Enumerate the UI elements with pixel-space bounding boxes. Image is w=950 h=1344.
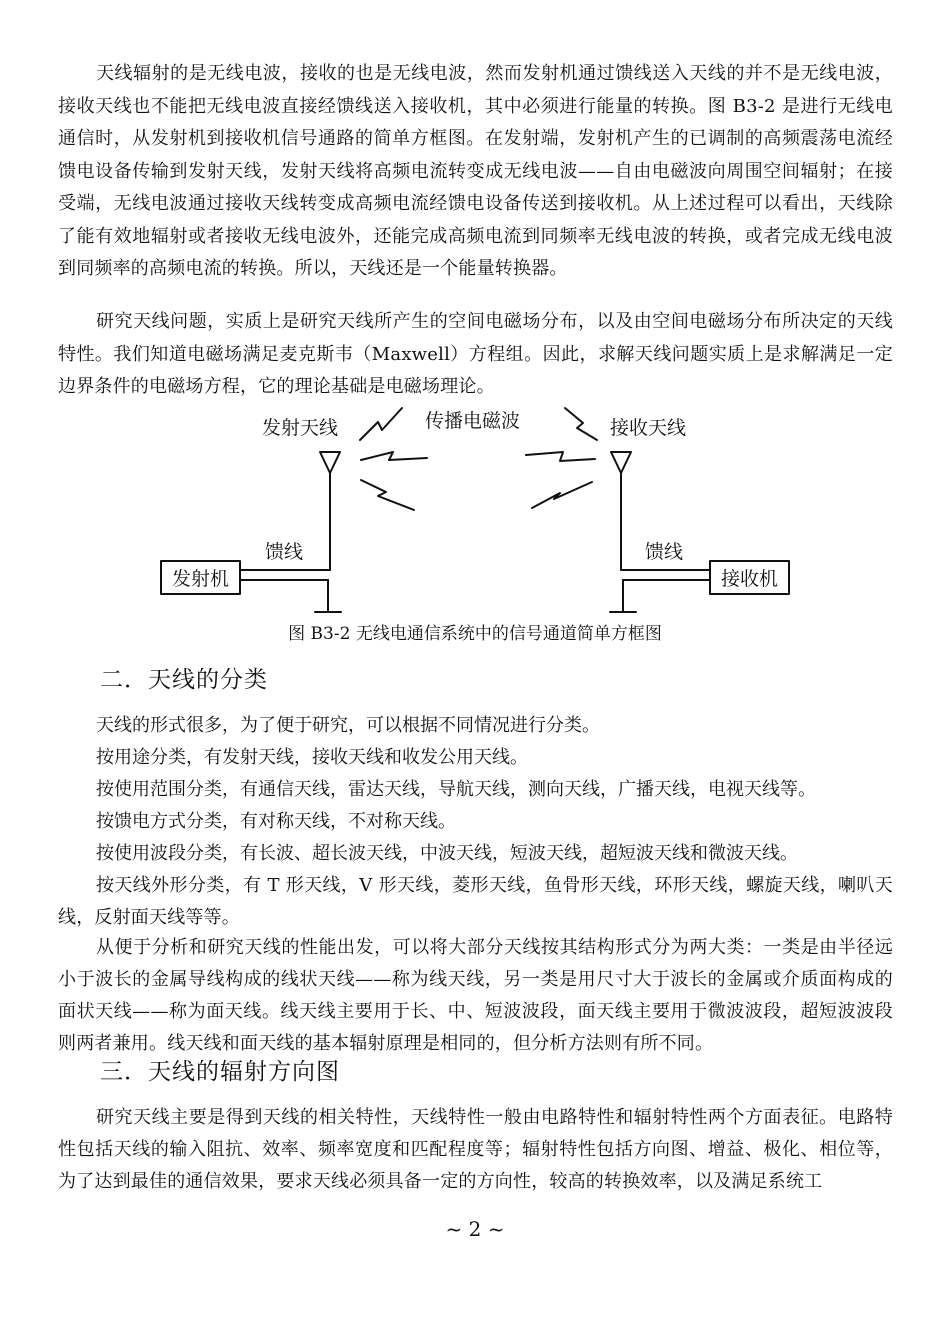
classification-by-scope: 按使用范围分类，有通信天线，雷达天线，导航天线，测向天线，广播天线，电视天线等。 bbox=[96, 779, 816, 800]
classification-by-feed: 按馈电方式分类，有对称天线，不对称天线。 bbox=[96, 811, 456, 832]
wave-zigzag-icon bbox=[526, 452, 595, 461]
wave-zigzag-icon bbox=[360, 408, 402, 440]
classification-by-shape: 按天线外形分类，有 T 形天线，V 形天线，菱形天线，鱼骨形天线，环形天线，螺旋天线，喇叭天线，反射面天线等等。 bbox=[58, 875, 893, 928]
classification-by-use: 按用途分类，有发射天线，接收天线和收发公用天线。 bbox=[96, 747, 528, 768]
figure-caption: 图 B3-2 无线电通信系统中的信号通道简单方框图 bbox=[288, 624, 662, 644]
tx-antenna-label: 发射天线 bbox=[262, 417, 339, 439]
classification-by-band: 按使用波段分类，有长波、超长波天线，中波天线，短波天线，超短波天线和微波天线。 bbox=[96, 843, 798, 864]
em-wave-label: 传播电磁波 bbox=[425, 410, 521, 432]
paragraph-antenna-characteristics: 研究天线主要是得到天线的相关特性，天线特性一般由电路特性和辐射特性两个方面表征。电路特性包括天线的输入阻抗、效率、频率宽度和匹配程度等；辐射特性包括方向图、增益、极化、相位等，为了达到最佳的通信效果，要求天线必须具备一定的方向性，较高的转换效率，以及满足系统工 bbox=[58, 1107, 893, 1192]
paragraph-wire-vs-aperture: 从便于分析和研究天线的性能出发，可以将大部分天线按其结构形式分为两大类：一类是由半径远小于波长的金属导线构成的线状天线——称为线天线，另一类是用尺寸大于波长的金属或介质面构成的面状天线——称为面天线。线天线主要用于长、中、短波波段，面天线主要用于微波波段，超短波波段则两者兼用。线天线和面天线的基本辐射原理是相同的，但分析方法则有所不同。 bbox=[58, 937, 893, 1054]
wave-zigzag-icon bbox=[532, 482, 592, 508]
classification-intro: 天线的形式很多，为了便于研究，可以根据不同情况进行分类。 bbox=[96, 715, 600, 736]
section-heading-classification: 二．天线的分类 bbox=[100, 667, 268, 693]
rx-antenna-icon bbox=[611, 452, 631, 473]
tx-antenna-icon bbox=[320, 452, 340, 473]
wave-zigzag-icon bbox=[361, 452, 427, 460]
signal-path-diagram bbox=[150, 400, 800, 622]
rx-feeder-label: 馈线 bbox=[645, 541, 684, 563]
section-heading-radiation-pattern: 三．天线的辐射方向图 bbox=[100, 1059, 340, 1085]
wave-zigzag-icon bbox=[361, 480, 414, 510]
wave-zigzag-icon bbox=[565, 408, 597, 440]
page-number: ~ 2 ~ bbox=[445, 1217, 505, 1241]
transmitter-label: 发射机 bbox=[172, 568, 230, 590]
rx-antenna-label: 接收天线 bbox=[610, 417, 687, 439]
paragraph-em-field-theory: 研究天线问题，实质上是研究天线所产生的空间电磁场分布，以及由空间电磁场分布所决定的天线特性。我们知道电磁场满足麦克斯韦（Maxwell）方程组。因此，求解天线问题实质上是求解满足一定边界条件的电磁场方程，它的理论基础是电磁场理论。 bbox=[58, 311, 893, 397]
receiver-label: 接收机 bbox=[721, 568, 779, 590]
tx-feeder-label: 馈线 bbox=[265, 541, 304, 563]
paragraph-energy-conversion: 天线辐射的是无线电波，接收的也是无线电波，然而发射机通过馈线送入天线的并不是无线电波，接收天线也不能把无线电波直接经馈线送入接收机，其中必须进行能量的转换。图 B3-2 是进行无线电通信时，从发射机到接收机信号通路的简单方框图。在发射端，发射机产生的已调制的高频震荡电流经馈电设备传输到发射天线，发射天线将高频电流转变成无线电波——自由电磁波向周围空间辐射；在接受端，无线电波通过接收天线转变成高频电流经馈电设备传送到接收机。从上述过程可以看出，天线除了能有效地辐射或者接收无线电波外，还能完成高频电流到同频率无线电波的转换，或者完成无线电波到同频率的高频电流的转换。所以，天线还是一个能量转换器。 bbox=[58, 63, 893, 279]
